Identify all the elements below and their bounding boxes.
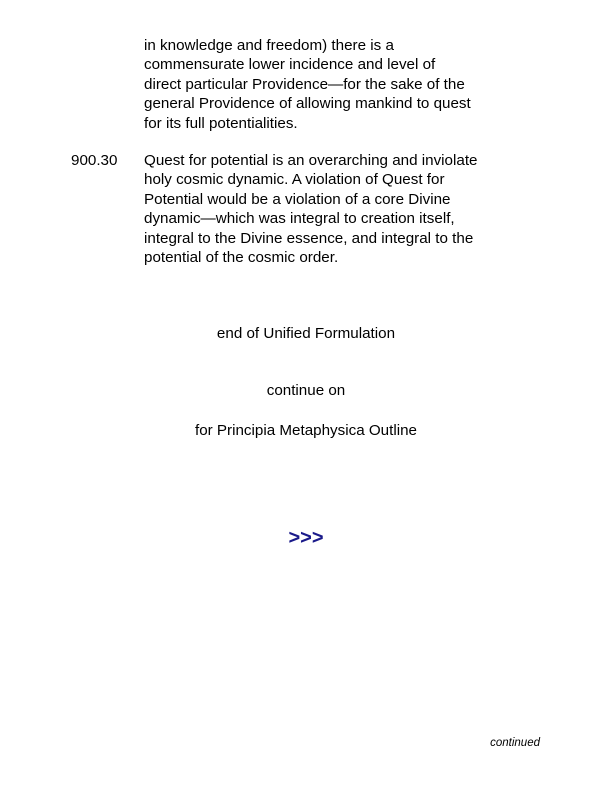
text-line: in knowledge and freedom) there is a — [144, 37, 394, 54]
text-line: potential of the cosmic order. — [144, 249, 339, 267]
outline-text: for Principia Metaphysica Outline — [194, 422, 417, 439]
text-line: direct particular Providence—for the sake of the — [144, 75, 465, 93]
section-paragraph — [144, 151, 516, 267]
next-page-link[interactable]: >>> — [288, 527, 324, 549]
text-line: commensurate lower incidence and level of — [144, 56, 436, 74]
text-line: integral to the Divine essence, and integral to the — [144, 229, 474, 247]
paragraph-continuation — [144, 36, 516, 133]
end-heading: end of Unified Formulation — [216, 325, 396, 342]
section-number: 900.30 — [71, 152, 118, 169]
text-line: for its full potentialities. — [144, 114, 298, 132]
continued-footer: continued — [490, 737, 540, 749]
text-line: general Providence of allowing mankind to quest — [144, 95, 471, 113]
continue-text: continue on — [266, 382, 346, 399]
text-line: dynamic—which was integral to creation itself, — [144, 210, 455, 228]
text-line: Potential would be a violation of a core Divine — [144, 190, 451, 208]
text-line: Quest for potential is an overarching and inviolate — [144, 152, 478, 169]
text-line: holy cosmic dynamic. A violation of Quest for — [144, 171, 445, 189]
